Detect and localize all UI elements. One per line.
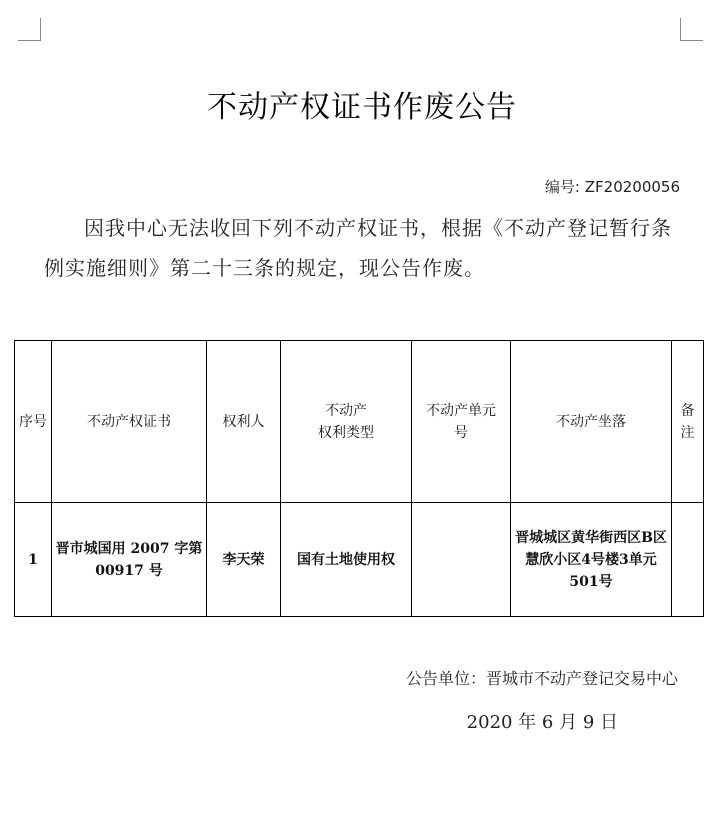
voided-certificates-table	[14, 340, 704, 617]
issue-date: 2020 年 6 月 9 日	[466, 712, 618, 733]
announcement-body: 因我中心无法收回下列不动产权证书，根据《不动产登记暂行条例实施细则》第二十三条的规定，现公告作废。	[44, 216, 672, 280]
header-right-type-line1: 不动产	[325, 402, 367, 419]
cell-owner: 李天荣	[207, 503, 281, 617]
cell-right-type: 国有土地使用权	[281, 503, 412, 617]
header-unit-no-line1: 不动产单元	[426, 402, 496, 419]
page-corner-mark-top-right	[680, 18, 703, 41]
header-unit-no	[412, 341, 511, 503]
cell-location: 晋城城区黄华街西区B区慧欣小区4号楼3单元501号	[511, 503, 672, 617]
page-corner-mark-top-left	[18, 18, 41, 41]
header-location: 不动产坐落	[511, 341, 672, 503]
header-seq: 序号	[15, 341, 52, 503]
cell-unit-no	[412, 503, 511, 617]
cell-remarks	[672, 503, 704, 617]
issuing-unit: 公告单位：晋城市不动产登记交易中心	[405, 669, 678, 688]
header-certificate: 不动产权证书	[52, 341, 207, 503]
header-owner: 权利人	[207, 341, 281, 503]
table-row	[15, 503, 704, 617]
table-header-row	[15, 341, 704, 503]
header-right-type-line2: 权利类型	[318, 424, 374, 441]
header-right-type	[281, 341, 412, 503]
cell-certificate: 晋市城国用 2007 字第 00917 号	[52, 503, 207, 617]
header-unit-no-line2: 号	[454, 424, 468, 441]
cell-seq: 1	[15, 503, 52, 617]
header-remarks: 备注	[672, 341, 704, 503]
document-number: 编号: ZF20200056	[544, 178, 680, 196]
document-title: 不动产权证书作废公告	[207, 90, 517, 125]
